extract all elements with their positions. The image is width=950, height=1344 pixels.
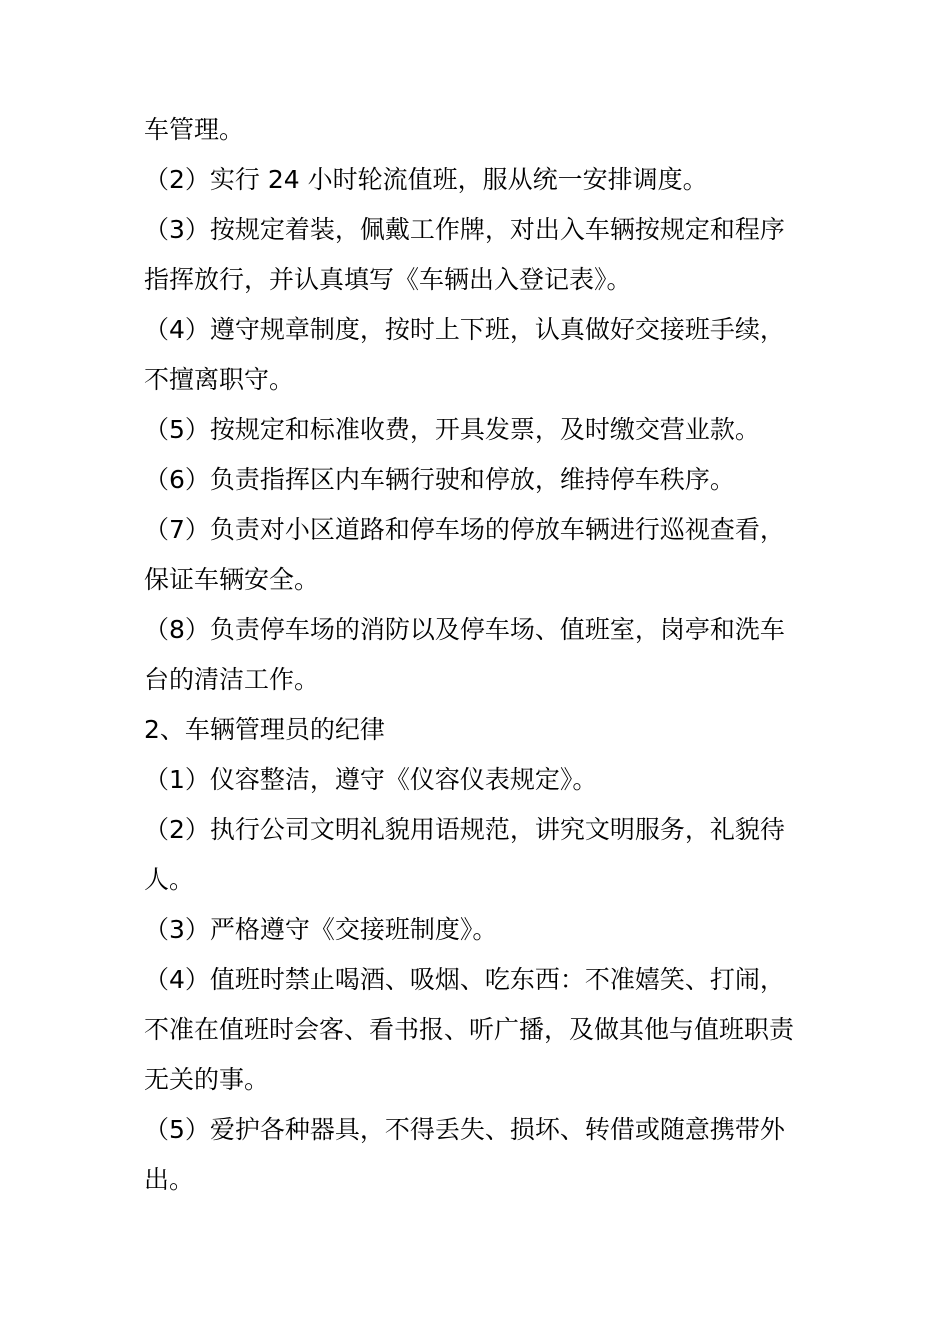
document-body (144, 105, 812, 1205)
text-line: （6）负责指挥区内车辆行驶和停放，维持停车秩序。 (144, 465, 735, 494)
text-line: 指挥放行，并认真填写《车辆出入登记表》。 (144, 265, 632, 294)
text-line: （4）遵守规章制度，按时上下班，认真做好交接班手续， (144, 315, 785, 344)
text-line: 无关的事。 (144, 1065, 270, 1094)
text-line: （2）实行 24 小时轮流值班，服从统一安排调度。 (144, 165, 708, 194)
text-line: （4）值班时禁止喝酒、吸烟、吃东西：不准嬉笑、打闹， (144, 965, 785, 994)
text-line: 保证车辆安全。 (144, 565, 320, 594)
text-line: 车管理。 (144, 115, 245, 144)
text-line: （1）仪容整洁，遵守《仪容仪表规定》。 (144, 765, 598, 794)
text-line: 不准在值班时会客、看书报、听广播，及做其他与值班职责 (144, 1015, 795, 1044)
text-line: 人。 (144, 865, 195, 894)
text-line: （3）按规定着装，佩戴工作牌，对出入车辆按规定和程序 (144, 215, 785, 244)
section-heading: 2、车辆管理员的纪律 (144, 715, 385, 744)
text-line: 不擅离职守。 (144, 365, 295, 394)
text-line: 出。 (144, 1165, 195, 1194)
text-line: （2）执行公司文明礼貌用语规范，讲究文明服务，礼貌待 (144, 815, 785, 844)
text-line: （5）按规定和标准收费，开具发票，及时缴交营业款。 (144, 415, 760, 444)
text-line: （8）负责停车场的消防以及停车场、值班室，岗亭和洗车 (144, 615, 785, 644)
text-line: （7）负责对小区道路和停车场的停放车辆进行巡视查看， (144, 515, 785, 544)
text-line: （5）爱护各种器具，不得丢失、损坏、转借或随意携带外 (144, 1115, 785, 1144)
text-line: 台的清洁工作。 (144, 665, 320, 694)
text-line: （3）严格遵守《交接班制度》。 (144, 915, 498, 944)
